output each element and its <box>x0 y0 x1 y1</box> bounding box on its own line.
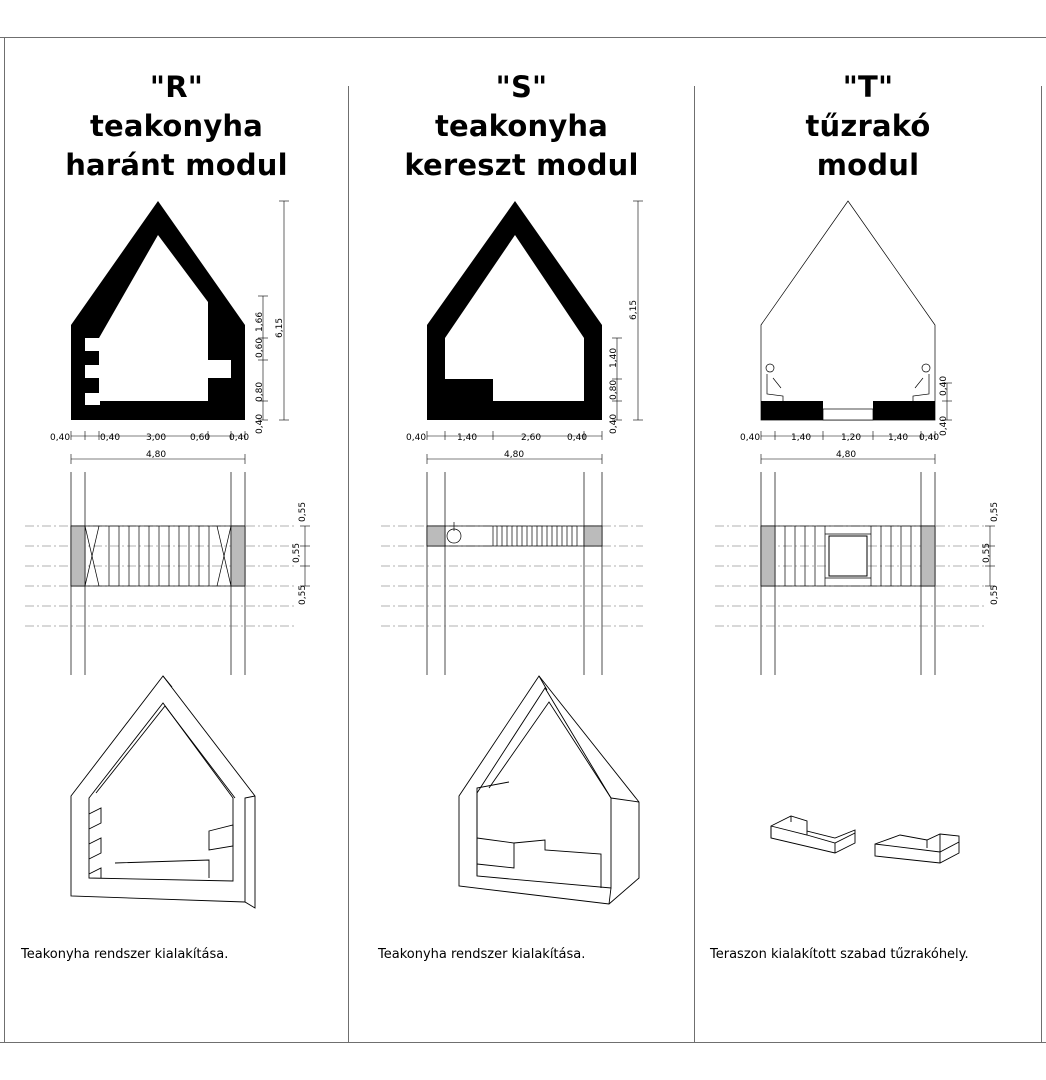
dim-total-width: 4,80 <box>504 450 525 460</box>
module-caption: Teakonyha rendszer kialakítása. <box>378 947 586 962</box>
dim-label: 0,40 <box>255 413 265 434</box>
dim-label: 0,40 <box>567 433 588 443</box>
module-title-line2: kereszt modul <box>404 148 639 182</box>
module-column-t <box>695 38 1041 1042</box>
dim-label: 1,66 <box>255 311 265 332</box>
dim-label: 0,40 <box>740 433 761 443</box>
dim-label: 0,40 <box>50 433 71 443</box>
dim-label: 0,40 <box>100 433 121 443</box>
plan-t <box>715 472 1000 675</box>
dim-total-width: 4,80 <box>836 450 857 460</box>
section-dimensions-bottom <box>50 431 249 464</box>
bench-block <box>771 816 855 853</box>
dim-label: 1,40 <box>457 433 478 443</box>
cross-section-t <box>761 201 935 420</box>
axonometric-t <box>771 816 959 863</box>
bench-block <box>875 834 959 863</box>
module-title-line2: haránt modul <box>65 148 288 182</box>
dim-label: 0,40 <box>919 433 940 443</box>
dim-label: 0,40 <box>939 375 949 396</box>
section-dimensions-bottom <box>406 431 602 464</box>
module-code: "S" <box>495 70 548 104</box>
section-dimensions-side <box>609 201 643 434</box>
module-title-line2: modul <box>816 148 920 182</box>
dim-label: 0,40 <box>609 413 619 434</box>
section-dimensions-side <box>255 201 289 434</box>
dim-label: 0,40 <box>229 433 250 443</box>
dim-label: 1,20 <box>841 433 862 443</box>
drawings-t <box>695 38 1041 1042</box>
module-caption: Teakonyha rendszer kialakítása. <box>21 947 229 962</box>
dim-label: 1,40 <box>791 433 812 443</box>
dim-label: 0,60 <box>190 433 211 443</box>
module-column-s <box>349 38 694 1042</box>
plan-dim-label: 0,55 <box>990 584 1000 605</box>
drawings-r <box>5 38 348 1042</box>
axonometric-r <box>71 676 255 908</box>
dim-label: 1,40 <box>609 347 619 368</box>
plan-dim-label: 0,55 <box>982 542 992 563</box>
module-title-line1: teakonyha <box>89 109 264 143</box>
module-caption: Teraszon kialakított szabad tűzrakóhely. <box>710 947 969 962</box>
plan-r <box>25 472 310 675</box>
dim-label: 0,80 <box>255 381 265 402</box>
cross-section-s <box>427 201 602 420</box>
frame-bottom-line <box>0 1042 1046 1043</box>
dim-label: 0,40 <box>406 433 427 443</box>
plan-dim-label: 0,55 <box>292 542 302 563</box>
drawings-s <box>349 38 694 1042</box>
plan-dim-label: 0,55 <box>298 501 308 522</box>
dim-total-width: 4,80 <box>146 450 167 460</box>
module-title-line1: teakonyha <box>434 109 609 143</box>
module-title-line1: tűzrakó <box>805 109 931 143</box>
dim-total-height: 6,15 <box>275 317 285 338</box>
plan-dim-label: 0,55 <box>990 501 1000 522</box>
column-divider-3 <box>1041 86 1042 1042</box>
dim-total-height: 6,15 <box>629 299 639 320</box>
dim-label: 0,80 <box>609 379 619 400</box>
axonometric-s <box>459 676 639 904</box>
plan-s <box>381 472 643 675</box>
module-code: "T" <box>842 70 894 104</box>
cross-section-r <box>71 201 245 420</box>
section-dimensions-side <box>939 376 952 436</box>
dim-label: 0,60 <box>255 337 265 358</box>
module-column-r <box>5 38 348 1042</box>
dim-label: 0,40 <box>939 415 949 436</box>
dim-label: 3,00 <box>146 433 167 443</box>
section-dimensions-bottom <box>740 431 939 464</box>
plan-dim-label: 0,55 <box>298 584 308 605</box>
dim-label: 2,60 <box>521 433 542 443</box>
dim-label: 1,40 <box>888 433 909 443</box>
module-code: "R" <box>149 70 204 104</box>
